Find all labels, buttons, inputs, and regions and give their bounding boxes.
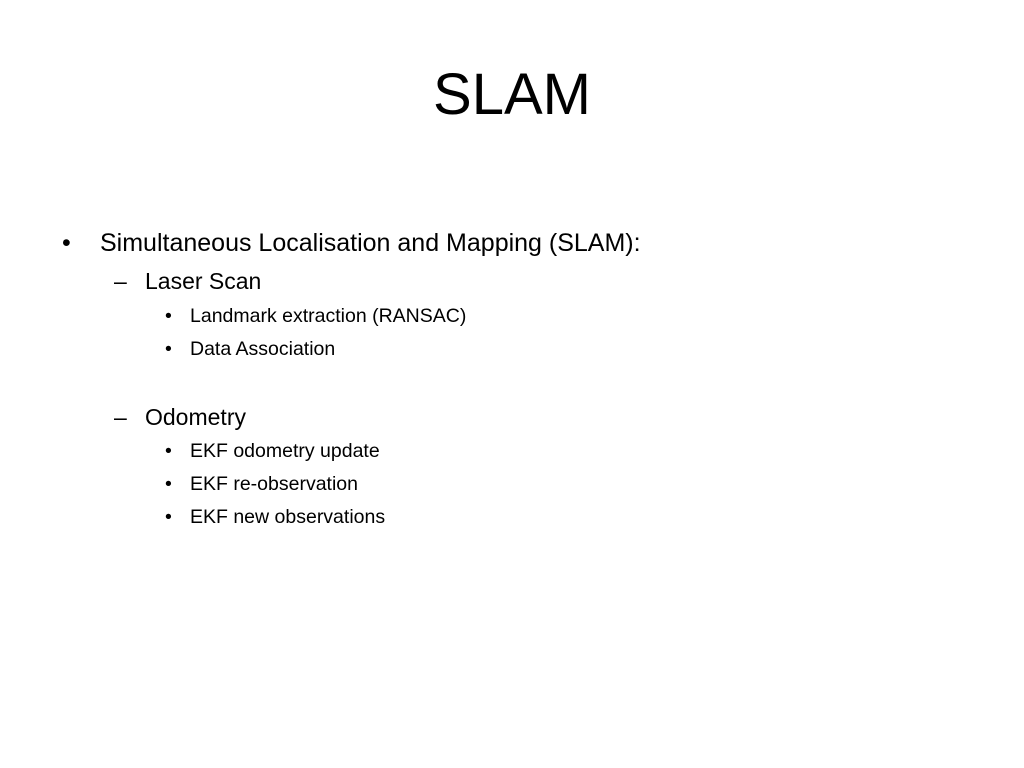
list-item-text: Landmark extraction (RANSAC)	[190, 305, 467, 327]
dash-icon: –	[114, 404, 127, 430]
section-label: Odometry	[145, 404, 246, 430]
main-bullet	[62, 226, 641, 260]
list-item	[165, 471, 358, 497]
list-item	[165, 504, 385, 530]
slide-title: SLAM	[433, 62, 591, 127]
list-item-text: EKF re-observation	[190, 473, 358, 495]
bullet-icon: •	[165, 506, 172, 528]
bullet-icon: •	[165, 440, 172, 462]
list-item-text: Data Association	[190, 338, 336, 360]
bullet-icon: •	[165, 473, 172, 495]
list-item	[165, 336, 335, 362]
section-odometry	[114, 402, 246, 432]
list-item	[165, 303, 466, 329]
section-label: Laser Scan	[145, 268, 262, 294]
section-laser-scan	[114, 266, 261, 296]
list-item	[165, 438, 380, 464]
bullet-icon: •	[165, 305, 172, 327]
bullet-icon: •	[165, 338, 172, 360]
list-item-text: EKF new observations	[190, 506, 386, 528]
main-bullet-text: Simultaneous Localisation and Mapping (SLAM):	[100, 229, 641, 257]
dash-icon: –	[114, 268, 127, 294]
bullet-icon: •	[62, 229, 71, 257]
list-item-text: EKF odometry update	[190, 440, 380, 462]
